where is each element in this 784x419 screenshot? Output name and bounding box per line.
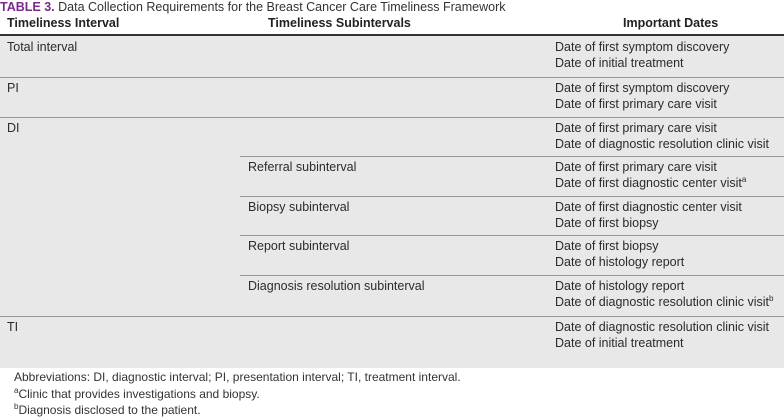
table-caption [0, 0, 506, 14]
footnote-b: $^b$Diagnosis disclosed to the patient. [14, 402, 201, 417]
table-row [0, 157, 784, 196]
date-cell: Date of first diagnostic center visit$^a$ [555, 174, 747, 190]
interval-cell: Total interval [7, 40, 78, 54]
subinterval-cell: Biopsy subinterval [248, 200, 350, 214]
date-cell: Date of first biopsy [555, 239, 659, 253]
table-title: Data Collection Requirements for the Breast Cancer Care Timeliness Framework [58, 0, 506, 14]
table-header-row [0, 14, 784, 36]
header-timeliness-subintervals: Timeliness Subintervals [268, 16, 411, 30]
date-cell: Date of histology report [555, 255, 685, 269]
subinterval-cell: Report subinterval [248, 239, 350, 253]
subinterval-cell: Diagnosis resolution subinterval [248, 279, 425, 293]
timeliness-table [0, 14, 784, 368]
header-important-dates: Important Dates [623, 16, 719, 30]
interval-cell: PI [7, 81, 19, 95]
table-row [0, 317, 784, 368]
date-cell: Date of first symptom discovery [555, 40, 730, 54]
table-row [0, 276, 784, 316]
date-cell: Date of histology report [555, 279, 685, 293]
table-number: TABLE 3. [0, 0, 55, 14]
date-cell: Date of diagnostic resolution clinic visit$^b$ [555, 293, 774, 309]
date-cell: Date of first primary care visit [555, 160, 717, 174]
footnote-marker-a: a [741, 174, 747, 184]
date-cell: Date of diagnostic resolution clinic visit [555, 137, 769, 151]
subinterval-cell: Referral subinterval [248, 160, 357, 174]
table-row [0, 197, 784, 235]
header-timeliness-interval: Timeliness Interval [7, 16, 120, 30]
date-cell: Date of first symptom discovery [555, 81, 730, 95]
date-cell: Date of initial treatment [555, 336, 684, 350]
date-cell: Date of first primary care visit [555, 97, 717, 111]
interval-cell: DI [7, 121, 20, 135]
date-cell: Date of first biopsy [555, 216, 659, 230]
interval-cell: TI [7, 320, 19, 334]
abbreviations-note: Abbreviations: DI, diagnostic interval; PI, presentation interval; TI, treatment interval. [14, 370, 461, 384]
date-cell: Date of diagnostic resolution clinic visit [555, 320, 769, 334]
table-row [0, 118, 784, 156]
date-cell: Date of first diagnostic center visit [555, 200, 742, 214]
table-row [0, 36, 784, 77]
date-cell: Date of initial treatment [555, 56, 684, 70]
footnote-a: $^a$Clinic that provides investigations and biopsy. [14, 386, 260, 401]
footnote-marker-b: b [769, 293, 774, 303]
table-row [0, 78, 784, 117]
table-row [0, 236, 784, 275]
date-cell: Date of first primary care visit [555, 121, 717, 135]
